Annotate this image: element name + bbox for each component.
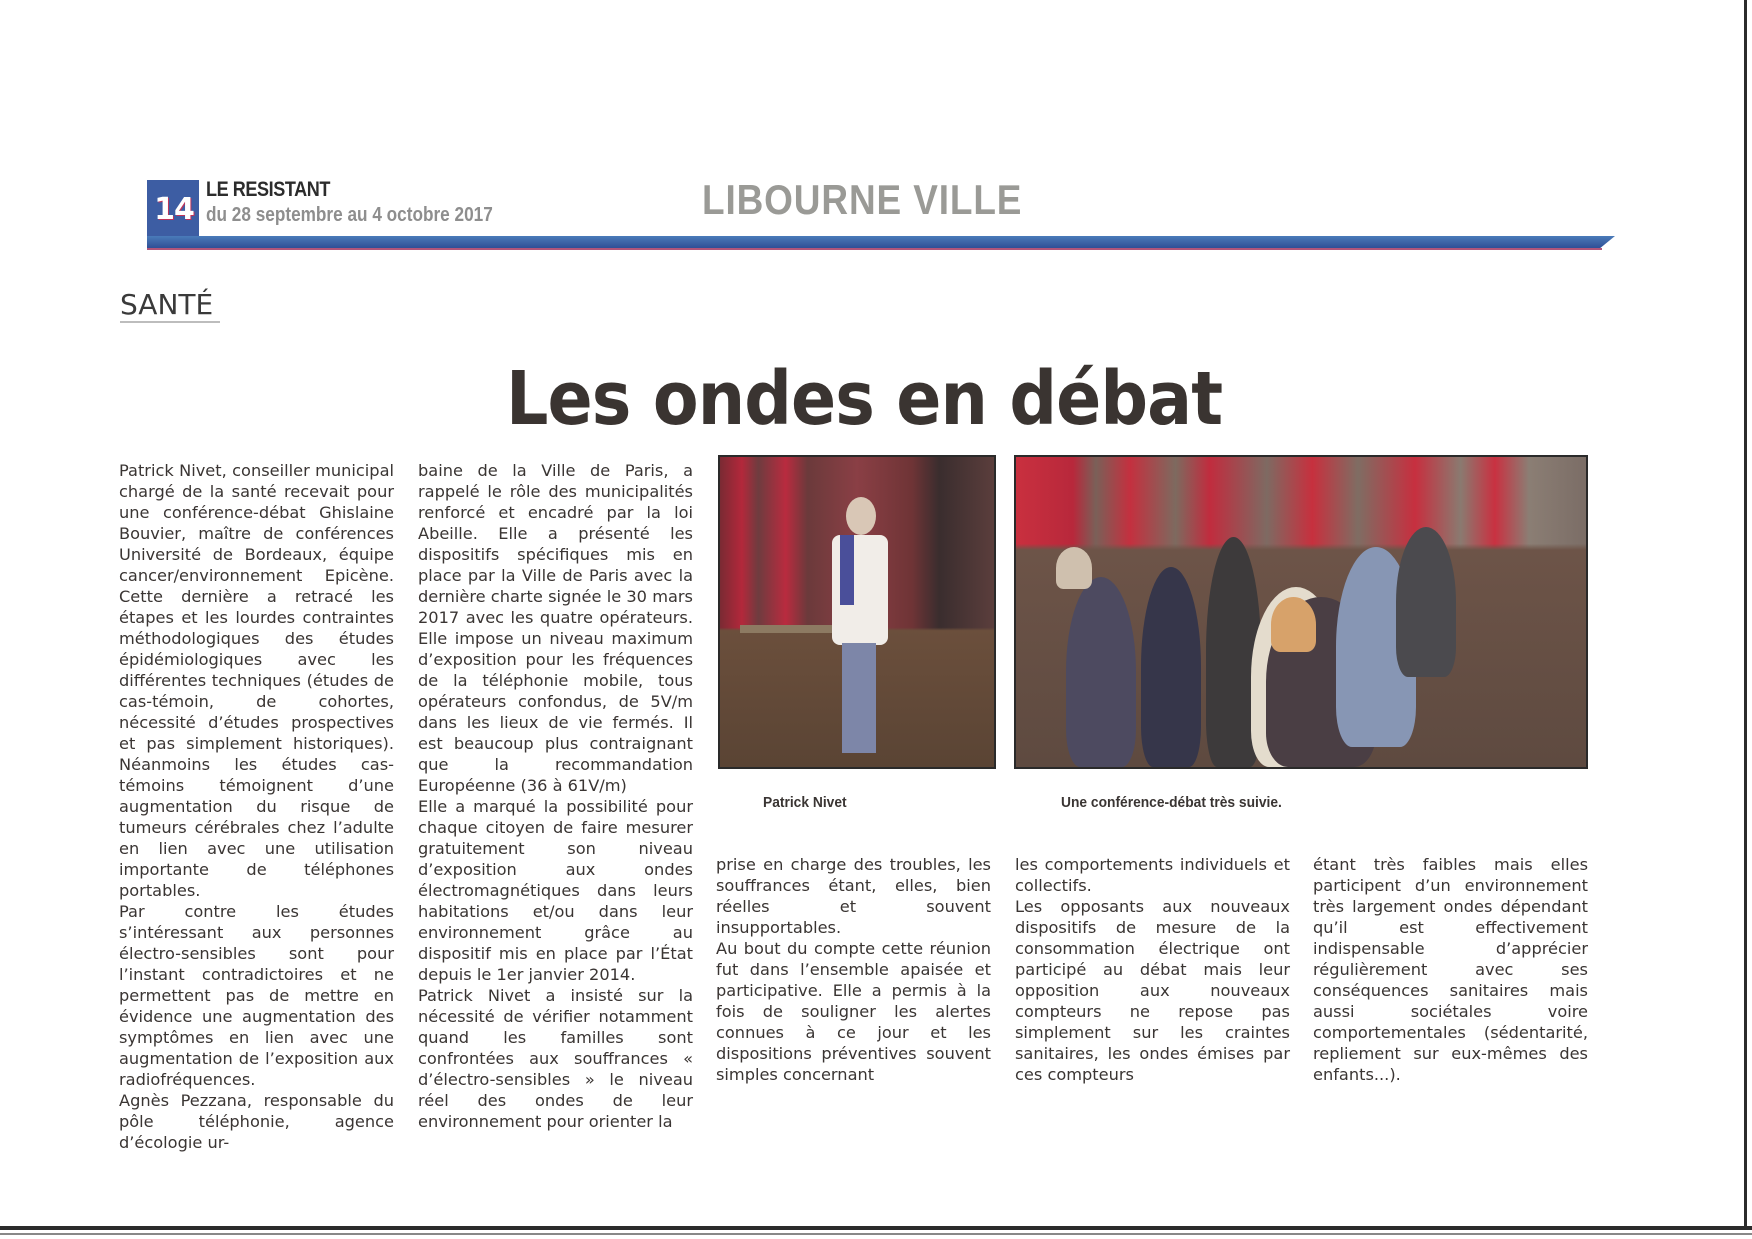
paragraph: Agnès Pezzana, responsable du pôle téléphonie, agence d’écologie ur- [119, 1091, 394, 1152]
audience-figure [1141, 567, 1201, 767]
issue-date: du 28 septembre au 4 octobre 2017 [206, 204, 493, 226]
audience-figure [1396, 527, 1456, 677]
paragraph: Au bout du compte cette réunion fut dans l’ensemble apaisée et participative. Elle a permis à la fois de souligner les alertes connues à ce jour et les dispositions préventives souvent simples concernant [716, 939, 991, 1084]
article-headline: Les ondes en débat [506, 356, 1223, 442]
article-column-5 [1313, 854, 1588, 1085]
photo-caption-audience: Une conférence-débat très suivie. [1061, 794, 1282, 811]
scan-page-edge-bottom-shadow [0, 1233, 1752, 1235]
paragraph: étant très faibles mais elles participent d’un environnement très largement ondes dépendant qu’il est effectivement indispensable d’apprécier régulièrement avec ses conséquences sanitaires mais aussi sociétales voire comportementales (sédentarité, repliement sur eux-mêmes des enfants...). [1313, 855, 1588, 1084]
paragraph: baine de la Ville de Paris, a rappelé le rôle des municipalités renforcé et encadré par la loi Abeille. Elle a présenté les dispositifs spécifiques mis en place par la Ville de Paris avec la dernière charte signée le 30 mars 2017 avec les quatre opérateurs. Elle impose un niveau maximum d’exposition pour les fréquences de la téléphonie mobile, tous opérateurs confondus, de 5V/m dans les lieux de vie fermés. Il est beaucoup plus contraignant que la recommandation Européenne (36 à 61V/m) [418, 461, 693, 795]
paragraph: Patrick Nivet, conseiller municipal chargé de la santé recevait pour une conférence-débat Ghislaine Bouvier, maître de conférences Université de Bordeaux, équipe cancer/environnement Epicène. Cette dernière a retracé les étapes et les lourdes contraintes méthodologiques des études épidémiologiques avec les différentes techniques (études de cas-témoin, de cohortes, nécessité d’études prospectives et pas simplement historiques). Néanmoins les études cas-témoins témoignent d’une augmentation du risque de tumeurs cérébrales chez l’adulte en lien avec une utilisation importante de téléphones portables. [119, 461, 394, 900]
audience-head [1056, 547, 1092, 589]
paragraph: Les opposants aux nouveaux dispositifs de mesure de la consommation électrique ont participé au débat mais leur opposition aux nouveaux compteurs ne repose pas simplement sur les craintes sanitaires, les ondes émises par ces compteurs [1015, 897, 1290, 1084]
audience-head [1271, 597, 1316, 652]
paragraph: Elle a marqué la possibilité pour chaque citoyen de faire mesurer gratuitement son niveau d’exposition aux ondes électromagnétiques dans leurs habitations et/ou dans leur environnement grâce au dispositif mis en place par l’État depuis le 1er janvier 2014. [418, 797, 693, 984]
header-rule-red [147, 248, 1602, 250]
article-column-4 [1015, 854, 1290, 1085]
scan-page-edge-right [1744, 0, 1747, 1228]
section-title: LIBOURNE VILLE [702, 176, 1023, 223]
newspaper-name: LE RESISTANT [206, 178, 330, 201]
speaker-figure [820, 497, 890, 757]
photo-speaker [718, 455, 996, 769]
article-column-3 [716, 854, 991, 1085]
audience-figure [1066, 577, 1136, 767]
article-column-2 [418, 460, 693, 1132]
page-number: 14 [154, 192, 194, 227]
header-rule-blue [147, 236, 1615, 248]
scan-page-edge-bottom [0, 1226, 1752, 1230]
rubric-label: SANTÉ [120, 288, 214, 321]
article-column-1 [119, 460, 394, 1153]
paragraph: Patrick Nivet a insisté sur la nécessité de vérifier notamment quand les familles sont confrontées aux souffrances « d’électro-sensibles » le niveau réel des ondes de leur environnement pour orienter la [418, 986, 693, 1131]
paragraph: Par contre les études s’intéressant aux personnes électro-sensibles sont pour l’instant contradictoires et ne permettent pas de mettre en évidence une augmentation des symptômes en lien avec une augmentation de l’exposition aux radiofréquences. [119, 902, 394, 1089]
photo-caption-speaker: Patrick Nivet [763, 794, 847, 811]
paragraph: prise en charge des troubles, les souffrances étant, elles, bien réelles et souvent insupportables. [716, 855, 991, 937]
paragraph: les comportements individuels et collectifs. [1015, 855, 1290, 895]
rubric-underline [120, 321, 220, 323]
photo-audience [1014, 455, 1588, 769]
